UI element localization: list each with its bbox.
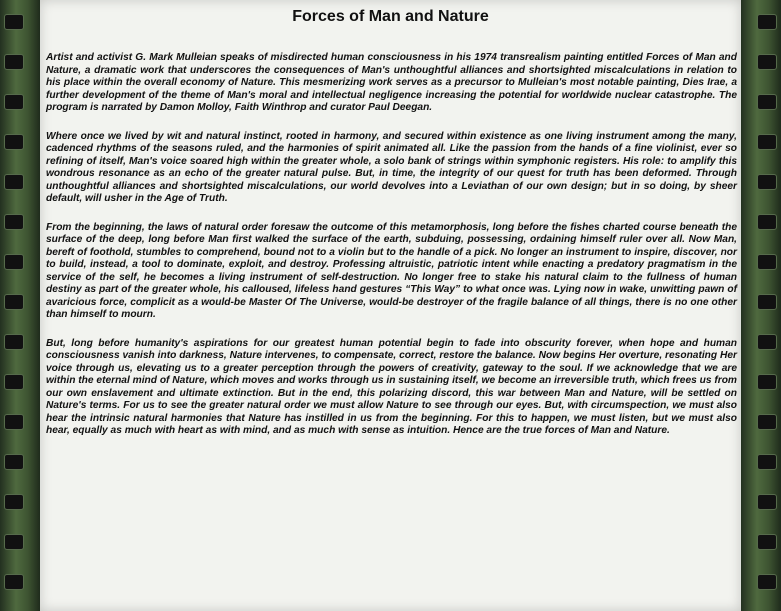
film-strip-left: [0, 0, 40, 611]
film-perforation: [757, 574, 777, 590]
film-perforation: [4, 134, 24, 150]
film-strip-right: [741, 0, 781, 611]
document-page: [40, 0, 741, 611]
film-perforation: [4, 334, 24, 350]
film-perforation: [757, 134, 777, 150]
film-perforation: [4, 494, 24, 510]
film-perforation: [757, 334, 777, 350]
film-perforation: [757, 94, 777, 110]
film-perforation: [4, 174, 24, 190]
film-perforation: [757, 254, 777, 270]
film-perforation: [4, 214, 24, 230]
film-perforation: [4, 54, 24, 70]
film-perforation: [4, 254, 24, 270]
film-perforation: [757, 294, 777, 310]
film-perforation: [4, 294, 24, 310]
film-perforation: [757, 454, 777, 470]
film-perforation: [757, 414, 777, 430]
film-perforation: [4, 94, 24, 110]
film-perforation: [4, 534, 24, 550]
paragraph-3: From the beginning, the laws of natural order foresaw the outcome of this metamorphosis, long before the fishes charted course beneath the surface of the deep, long before Man first walked the surface of the earth, subduing, possessing, ordaining himself ruler over all. Now Man, bereft of foothold, stumbles to comprehend, bound not to a violin but to the handle of a pick. No longer an instrument to inspire, discover, nor to build, instead, a tool to dominate, exploit, and destroy. Professing altruistic, patriotic intent while enacting a predatory pragmatism in the service of the self, he becomes a living instrument of self-destruction. No longer free to stake his natural claim to the fullness of human destiny as part of the greater whole, his calloused, lifeless hand gestures “This Way” to what once was. Lying now in wake, unwitting pawn of avaricious force, complicit as a would-be Master Of The Universe, would-be destroyer of the fragile balance of all things, there is no one other than himself to mourn.: [46, 221, 737, 320]
page-title: Forces of Man and Nature: [292, 8, 489, 25]
paragraph-4: But, long before humanity's aspirations for our greatest human potential begin to fade into obscurity forever, when hope and human consciousness vanish into darkness, Nature intervenes, to compensate, correct, restore the balance. Now begins Her overture, resonating Her voice through us, elevating us to a greater perception through the powers of creativity, gateway to the soul. If we acknowledge that we are within the eternal mind of Nature, which moves and works through us in sustaining itself, we become an irreversible truth, which frees us from our own enslavement and ultimate extinction. But in the end, this polarizing discord, this war between Man and Nature, will be settled on Nature's terms. For us to see the greater natural order we must allow Nature to see through our eyes. But, with circumspection, we must also hear the intrinsic natural harmonies that Nature has instilled in us from the beginning. For this to happen, we must listen, but we must also hear, equally as much with heart as with mind, and as much with sense as intuition. Hence are the true forces of Man and Nature.: [46, 337, 737, 436]
film-perforation: [757, 174, 777, 190]
film-perforation: [4, 374, 24, 390]
film-perforation: [4, 454, 24, 470]
document-body: [46, 52, 737, 454]
film-perforation: [757, 494, 777, 510]
film-perforation: [757, 374, 777, 390]
film-perforation: [757, 214, 777, 230]
paragraph-intro: Artist and activist G. Mark Mulleian speaks of misdirected human consciousness in his 1974 transrealism painting entitled Forces of Man and Nature, a dramatic work that underscores the consequences of Man's unthoughtful alliances and shortsighted miscalculations in relation to his place within the overall economy of Nature. This mesmerizing work serves as a precursor to Mulleian's most notable painting, Dies Irae, a further development of the theme of Man's moral and intellectual negligence increasing the potential for worldwide nuclear catastrophe. The program is narrated by Damon Molloy, Faith Winthrop and curator Paul Deegan.: [46, 52, 737, 113]
film-perforation: [757, 54, 777, 70]
film-perforation: [4, 574, 24, 590]
film-perforation: [757, 534, 777, 550]
film-perforation: [4, 14, 24, 30]
paragraph-2: Where once we lived by wit and natural instinct, rooted in harmony, and secured within existence as one living instrument among the many, cadenced rhythms of the seasons ruled, and the harmonies of spirit animated all. Like the passion from the hands of a fine violinist, ever so refining of itself, Man's voice soared high within the greater whole, a solo bank of strings within symphonic registers. His role: to amplify this wondrous resonance as an echo of the greater natural pulse. But, in time, the integrity of our quest for truth has been deformed. Through unthoughtful alliances and shortsighted miscalculations, our world devolves into a Leviathan of our own design; but in so doing, by sheer default, will usher in the Age of Truth.: [46, 130, 737, 204]
film-perforation: [757, 14, 777, 30]
film-perforation: [4, 414, 24, 430]
